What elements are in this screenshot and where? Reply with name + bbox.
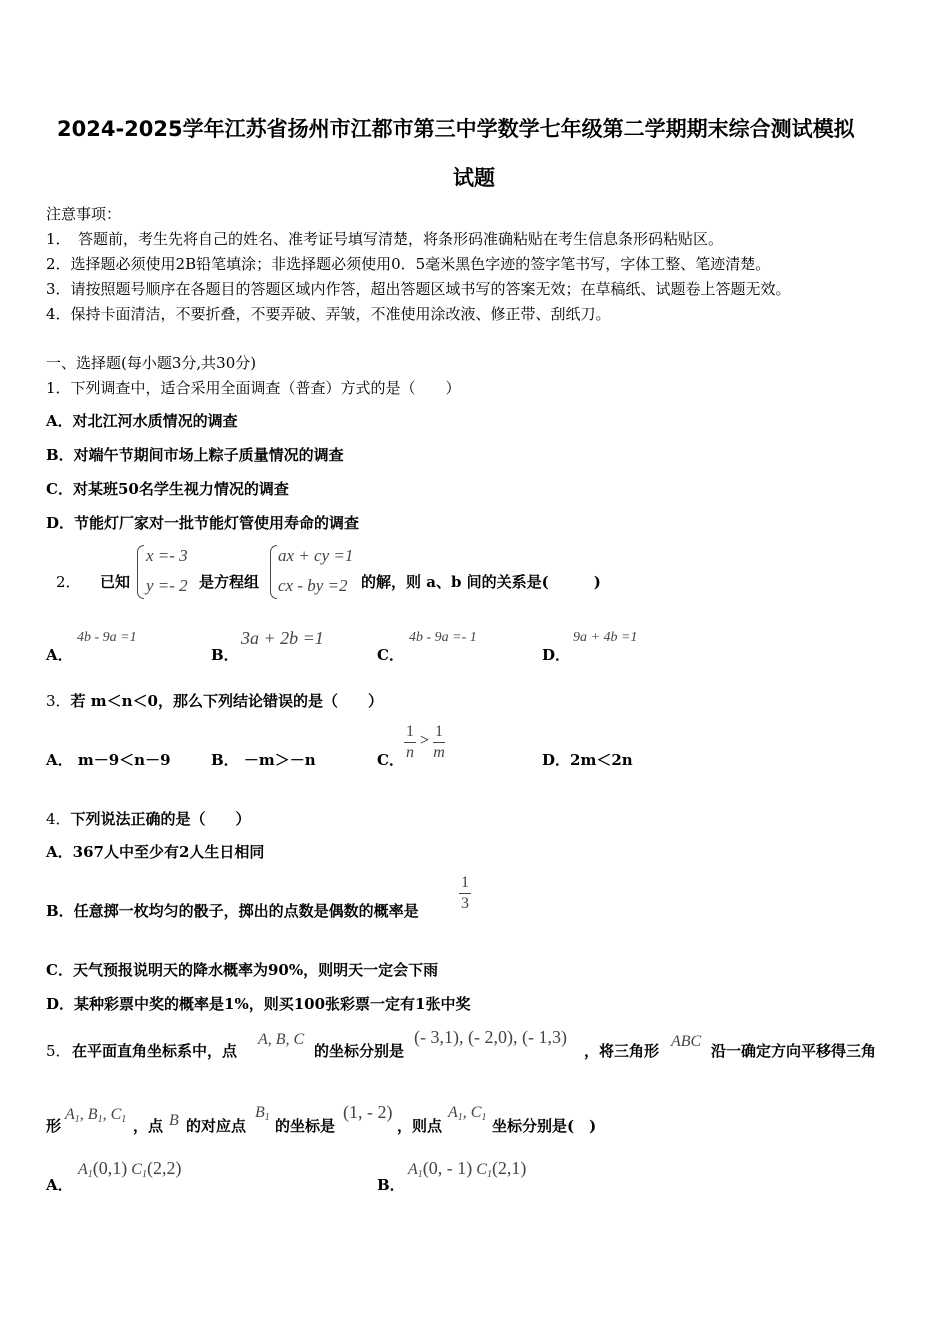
page-title-line2: 试题 (453, 166, 495, 190)
notice-item: 2．选择题必须使用2B铅笔填涂；非选择题必须使用0．5毫米黑色字迹的签字笔书写，字体工整、笔迹清楚。 (46, 255, 771, 273)
q3-option-b: B． －m＞－n (211, 751, 316, 769)
notice-item: 3．请按照题号顺序在各题目的答题区域内作答，超出答题区域书写的答案无效；在草稿纸、试题卷上答题无效。 (46, 280, 791, 298)
q3-option-d: D．2m＜2n (542, 751, 633, 769)
equation-line: y =- 2 (146, 576, 188, 595)
option-label: A． (46, 1176, 73, 1194)
q2-option-a: 4b - 9a =1 (77, 630, 137, 645)
question-text: 形 (46, 1117, 62, 1135)
notice-item: 4．保持卡面清洁，不要折叠，不要弄破、弄皱，不准使用涂改液、修正带、刮纸刀。 (46, 305, 611, 323)
q4-option-c: C．天气预报说明天的降水概率为90%，则明天一定会下雨 (46, 961, 439, 979)
q1-option-b: B．对端午节期间市场上粽子质量情况的调查 (46, 446, 344, 464)
math-expression: $A_1$, $B_1$, $C_1$ (65, 1106, 127, 1125)
question-text: 的对应点 (186, 1117, 247, 1135)
option-label: B． (377, 1176, 405, 1194)
math-expression: (- 3,1), (- 2,0), (- 1,3) (414, 1027, 567, 1047)
brace-left (137, 545, 144, 599)
equation-line: cx - by =2 (278, 576, 348, 595)
q4-option-d: D．某种彩票中奖的概率是1%，则买100张彩票一定有1张中奖 (46, 995, 471, 1013)
question-number: 3． (46, 692, 71, 710)
fraction: $\frac{1}{m}$ (433, 723, 445, 761)
question-stem-mid: 是方程组 (199, 573, 260, 591)
question-3 (46, 690, 383, 711)
math-expression: $A_1$, $C_1$ (448, 1104, 487, 1123)
question-text: 沿一确定方向平移得三角 (711, 1042, 877, 1060)
q3-option-a: A． m－9＜n－9 (46, 751, 171, 769)
option-label: C． (377, 646, 404, 664)
q4-option-a: A．367人中至少有2人生日相同 (46, 843, 265, 861)
equation-line: ax + cy =1 (278, 546, 354, 565)
section-heading: 一、选择题(每小题3分,共30分) (46, 354, 257, 372)
fraction: $\frac{1}{n}$ (406, 723, 414, 761)
option-label: B． (211, 646, 239, 664)
option-label: C． (377, 751, 404, 769)
q1-option-c: C．对某班50名学生视力情况的调查 (46, 480, 289, 498)
option-label: A． (46, 646, 73, 664)
question-stem-post: 的解，则 a、b 间的关系是( ) (361, 573, 601, 591)
q5-option-a: $A_1(0,1)$ $C_1(2,2)$ (78, 1158, 182, 1180)
notice-heading: 注意事项： (46, 205, 122, 223)
question-stem-pre: 已知 (100, 573, 131, 591)
equation-line: x =- 3 (146, 546, 188, 565)
math-expression: ABC (671, 1033, 702, 1050)
question-text: ，将三角形 (584, 1042, 660, 1060)
question-stem: 下列说法正确的是（ ） (70, 810, 251, 828)
question-number: 1． (46, 379, 71, 397)
question-number: 5． (46, 1042, 71, 1060)
q1-option-a: A．对北江河水质情况的调查 (46, 412, 238, 430)
math-expression: A, B, C (258, 1031, 305, 1048)
question-text: ，则点 (397, 1117, 443, 1135)
q1-option-d: D．节能灯厂家对一批节能灯管使用寿命的调查 (46, 514, 360, 532)
q5-option-b: $A_1(0$, - 1) $C_1(2,1)$ (408, 1158, 527, 1180)
brace-left (270, 545, 277, 599)
question-4 (46, 808, 251, 829)
question-text: 的坐标是 (275, 1117, 336, 1135)
question-stem: 若 m＜n＜0，那么下列结论错误的是（ ） (70, 692, 383, 710)
question-1 (46, 377, 461, 398)
q2-option-d: 9a + 4b =1 (573, 630, 638, 645)
math-expression: B (169, 1112, 179, 1129)
option-label: D． (542, 646, 571, 664)
q4-option-b: B．任意掷一枚均匀的骰子，掷出的点数是偶数的概率是 (46, 902, 419, 920)
q2-option-b: 3a + 2b =1 (241, 628, 324, 648)
math-expression: $B_1$ (255, 1104, 270, 1123)
question-stem: 下列调查中，适合采用全面调查（普查）方式的是（ ） (70, 379, 461, 397)
notice-item: 1． 答题前，考生先将自己的姓名、准考证号填写清楚，将条形码准确粘贴在考生信息条形码粘贴区。 (46, 230, 724, 248)
fraction: $\frac{1}{3}$ (461, 874, 469, 912)
question-text: 在平面直角坐标系中，点 (72, 1042, 238, 1060)
q2-option-c: 4b - 9a =- 1 (409, 630, 477, 645)
question-text: ，点 (133, 1117, 164, 1135)
page-title: 2024-2025学年江苏省扬州市江都市第三中学数学七年级第二学期期末综合测试模拟 (57, 117, 855, 141)
question-text: 的坐标分别是 (314, 1042, 405, 1060)
math-expression: (1, - 2) (343, 1102, 393, 1122)
q3-option-c: $\frac{1}{n}$ > $\frac{1}{m}$ (406, 723, 445, 761)
question-number: 2． (56, 573, 81, 591)
question-number: 4． (46, 810, 71, 828)
question-text: 坐标分别是( ) (492, 1117, 597, 1135)
